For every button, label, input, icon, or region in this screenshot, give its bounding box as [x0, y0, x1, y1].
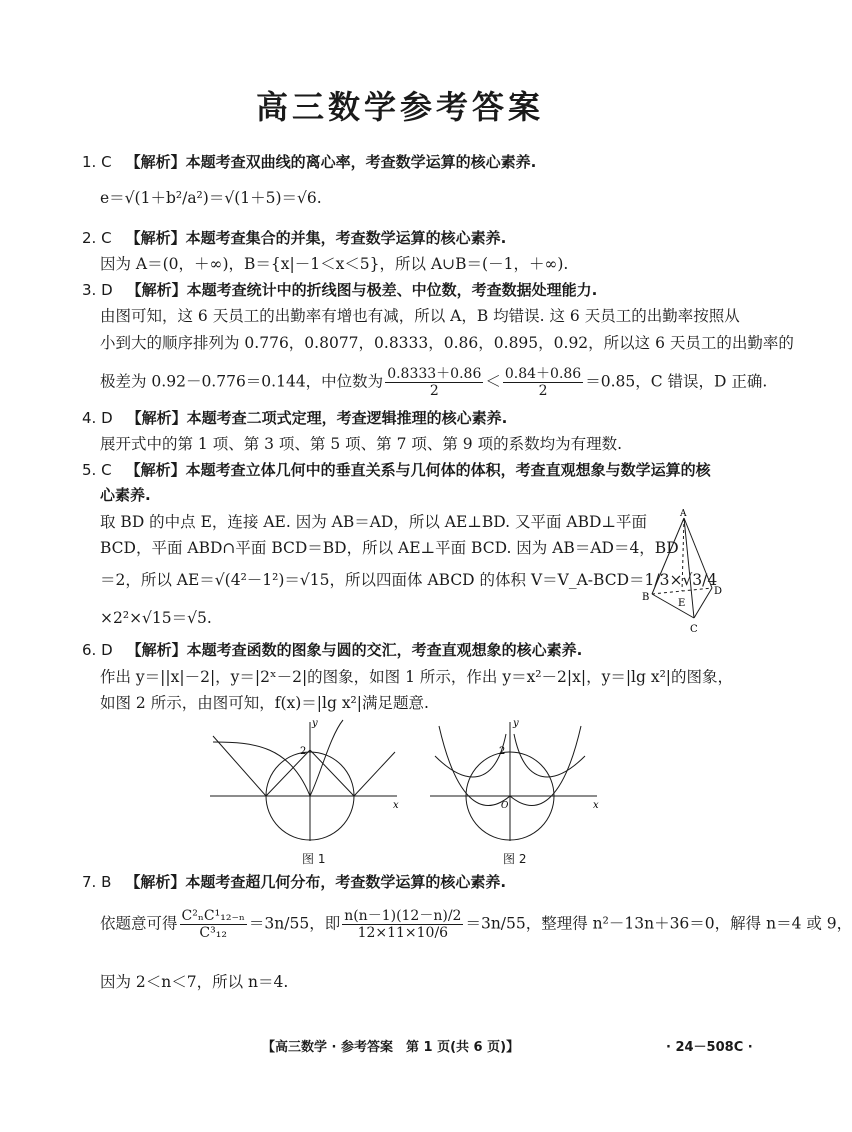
item-5-line-3 — [100, 570, 717, 590]
item-7-fraction-2 — [342, 908, 463, 941]
item-2-heading — [82, 228, 506, 248]
item-1-formula: e＝√(1＋b²/a²)＝√(1＋5)＝√6. — [100, 189, 322, 207]
item-7-title: 【解析】本题考查超几何分布，考查数学运算的核心素养. — [125, 873, 507, 891]
item-5-number: 5. C — [82, 461, 112, 479]
item-3-conclusion: ＝0.85，C 错误，D 正确. — [585, 372, 768, 391]
item-5-title-cont: 心素养. — [100, 486, 151, 504]
item-7-line-1 — [100, 908, 852, 941]
item-5-volume-factor: 1/3×√3/4 — [644, 571, 718, 589]
item-7-frac-2-num: n(n－1)(12－n)/2 — [344, 908, 462, 924]
item-6-line-1: 作出 y＝||x|－2|，y＝|2ˣ－2|的图象，如图 1 所示，作出 y＝x²－2|x|，y＝|lg x²|的图象， — [100, 668, 734, 686]
fig1-x-label: x — [393, 800, 399, 811]
edge-ab — [652, 518, 684, 594]
edge-bc — [652, 594, 694, 618]
fig2-origin-label: O — [501, 801, 509, 811]
item-5-line-4: ×2²×√15＝√5. — [100, 609, 212, 627]
fig1-y-label: y — [312, 718, 318, 729]
item-6-heading — [82, 640, 582, 660]
item-4-heading — [82, 408, 507, 428]
page-footer: 【高三数学 · 参考答案 第 1 页(共 6 页)】 — [262, 1040, 520, 1055]
label-a: A — [680, 509, 687, 519]
fig1-tick-2: 2 — [300, 746, 307, 757]
item-1-number: 1. C — [82, 153, 112, 171]
label-e: E — [678, 598, 686, 609]
item-6-title: 【解析】本题考查函数的图象与圆的交汇，考查直观想象的核心素养. — [126, 641, 583, 659]
item-3-title: 【解析】本题考查统计中的折线图与极差、中位数，考查数据处理能力. — [126, 281, 598, 299]
item-3-line-3 — [100, 366, 767, 399]
edge-ad — [684, 518, 712, 588]
item-3-fraction-1 — [385, 366, 483, 399]
fig2-x-label: x — [593, 800, 599, 811]
label-b: B — [642, 592, 650, 603]
item-2-line-1: 因为 A＝(0，＋∞)，B＝{x|－1＜x＜5}，所以 A∪B＝(－1，＋∞). — [100, 255, 569, 273]
item-7-frac-1-den: C³₁₂ — [199, 925, 227, 941]
item-3-lt: ＜ — [485, 372, 501, 391]
label-c: C — [690, 624, 698, 635]
item-3-frac-2-den: 2 — [538, 383, 548, 399]
item-6-line-2: 如图 2 所示，由图可知，f(x)＝|lg x²|满足题意. — [100, 694, 429, 712]
fig2-y-label: y — [513, 718, 519, 729]
item-3-line-2: 小到大的顺序排列为 0.776，0.8077，0.8333，0.86，0.895，0.92，所以这 6 天员工的出勤率的 — [100, 334, 794, 352]
item-5-volume-text: ＝2，所以 AE＝√(4²－1²)＝√15，所以四面体 ABCD 的体积 V＝V_A-BCD＝ — [100, 571, 645, 589]
item-5-title: 【解析】本题考查立体几何中的垂直关系与几何体的体积，考查直观想象与数学运算的核 — [125, 461, 711, 479]
tetrahedron-figure — [640, 508, 730, 638]
fig2-caption: 图 2 — [503, 852, 527, 866]
fig2-tick-2: 2 — [499, 746, 506, 757]
item-3-number: 3. D — [82, 281, 113, 299]
item-3-frac-2-num: 0.84＋0.86 — [504, 366, 582, 382]
segment-ae — [682, 518, 684, 591]
item-7-fraction-1 — [180, 908, 247, 941]
item-2-number: 2. C — [82, 229, 112, 247]
item-4-number: 4. D — [82, 409, 113, 427]
item-3-frac-1-den: 2 — [429, 383, 439, 399]
item-3-range-text: 极差为 0.92－0.776＝0.144，中位数为 — [100, 372, 384, 391]
item-4-title: 【解析】本题考查二项式定理，考查逻辑推理的核心素养. — [126, 409, 508, 427]
label-d: D — [714, 586, 723, 597]
edge-cd — [694, 588, 712, 618]
item-5-heading — [82, 460, 711, 480]
item-3-heading — [82, 280, 597, 300]
item-7-frac-1-num: C²ₙC¹₁₂₋ₙ — [181, 908, 245, 924]
item-7-heading — [82, 872, 506, 892]
graph-figure-1 — [205, 716, 405, 846]
fig1-caption: 图 1 — [302, 852, 326, 866]
item-5-line-2: BCD，平面 ABD∩平面 BCD＝BD，所以 AE⊥平面 BCD. 因为 AB＝AD＝4，BD — [100, 539, 679, 557]
item-1-title: 【解析】本题考查双曲线的离心率，考查数学运算的核心素养. — [125, 153, 537, 171]
item-3-fraction-2 — [503, 366, 583, 399]
curve-abs-x-minus-2 — [213, 736, 395, 796]
item-2-title: 【解析】本题考查集合的并集，考查数学运算的核心素养. — [125, 229, 507, 247]
item-7-frac-2-den: 12×11×10/6 — [357, 925, 449, 941]
document-code: · 24－508C · — [666, 1040, 753, 1055]
item-3-frac-1-num: 0.8333＋0.86 — [387, 366, 482, 382]
item-7-result: ＝3n/55，整理得 n²－13n＋36＝0，解得 n＝4 或 9， — [465, 914, 852, 933]
item-6-number: 6. D — [82, 641, 113, 659]
item-7-line-2: 因为 2＜n＜7，所以 n＝4. — [100, 973, 289, 991]
item-4-line-1: 展开式中的第 1 项、第 3 项、第 5 项、第 7 项、第 9 项的系数均为有理数. — [100, 435, 623, 453]
item-7-lead: 依题意可得 — [100, 914, 178, 933]
item-1-heading — [82, 152, 536, 172]
edge-ac — [684, 518, 694, 618]
item-3-line-1: 由图可知，这 6 天员工的出勤率有增也有减，所以 A，B 均错误. 这 6 天员工的出勤率按照从 — [100, 307, 740, 325]
graph-figure-2 — [425, 716, 605, 846]
item-7-number: 7. B — [82, 873, 112, 891]
item-7-eq1: ＝3n/55，即 — [248, 914, 341, 933]
page-title: 高三数学参考答案 — [255, 88, 544, 126]
item-5-line-1: 取 BD 的中点 E，连接 AE. 因为 AB＝AD，所以 AE⊥BD. 又平面 ABD⊥平面 — [100, 513, 647, 531]
